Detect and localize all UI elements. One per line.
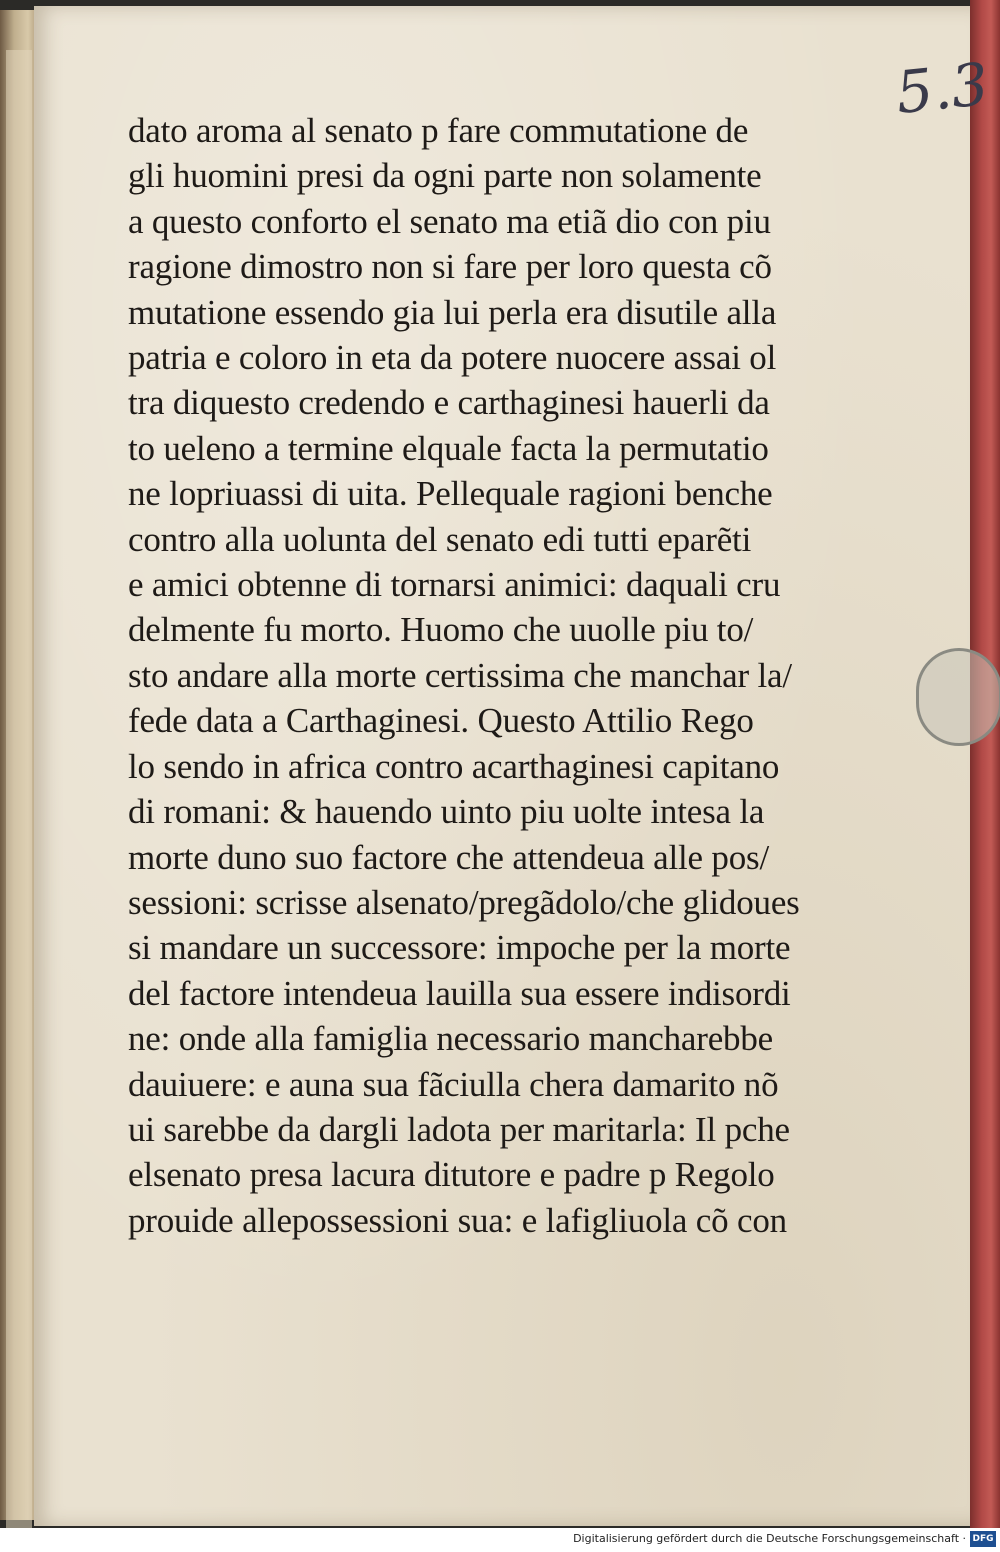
footer-bar xyxy=(0,1528,1000,1552)
text-line: del factore intendeua lauilla sua essere indisordi xyxy=(128,973,791,1013)
book-clasp xyxy=(916,648,1000,746)
text-line: ne: onde alla famiglia necessario mancharebbe xyxy=(128,1019,773,1059)
text-line: si mandare un successore: impoche per la morte xyxy=(128,928,791,968)
page-text-block xyxy=(128,108,848,1243)
footer-credit: Digitalisierung gefördert durch die Deutsche Forschungsgemeinschaft · xyxy=(573,1532,966,1545)
text-line: ui sarebbe da dargli ladota per maritarla: Il pche xyxy=(128,1109,790,1149)
text-line: e amici obtenne di tornarsi animici: daquali cru xyxy=(128,565,781,605)
text-line: a questo conforto el senato ma etiã dio con piu xyxy=(128,201,771,241)
text-line: morte duno suo factore che attendeua alle pos/ xyxy=(128,837,769,877)
text-line: dauiuere: e auna sua fãciulla chera damarito nõ xyxy=(128,1064,779,1104)
text-line: ne lopriuassi di uita. Pellequale ragioni benche xyxy=(128,474,773,514)
text-line: prouide allepossessioni sua: e lafigliuola cõ con xyxy=(128,1200,787,1240)
text-line: sessioni: scrisse alsenato/pregãdolo/che glidoues xyxy=(128,882,800,922)
red-edge-gilding xyxy=(970,0,1000,1528)
text-line: di romani: & hauendo uinto piu uolte intesa la xyxy=(128,792,765,832)
text-line: elsenato presa lacura ditutore e padre p Regolo xyxy=(128,1155,775,1195)
text-line: ragione dimostro non si fare per loro questa cõ xyxy=(128,247,772,287)
text-line: delmente fu morto. Huomo che uuolle piu to/ xyxy=(128,610,754,650)
text-line: sto andare alla morte certissima che manchar la/ xyxy=(128,655,792,695)
text-line: gli huomini presi da ogni parte non solamente xyxy=(128,156,762,196)
text-line: tra diquesto credendo e carthaginesi hauerli da xyxy=(128,383,770,423)
text-line: mutatione essendo gia lui perla era disutile alla xyxy=(128,292,777,332)
text-line: dato aroma al senato p fare commutatione de xyxy=(128,111,749,150)
text-line: patria e coloro in eta da potere nuocere assai ol xyxy=(128,338,777,378)
text-line: contro alla uolunta del senato edi tutti eparẽti xyxy=(128,519,752,559)
dfg-logo-icon: DFG xyxy=(970,1531,996,1547)
text-line: to ueleno a termine elquale facta la permutatio xyxy=(128,428,769,468)
folio-mark: 5.3 xyxy=(892,49,992,128)
text-line: lo sendo in africa contro acarthaginesi capitano xyxy=(128,746,780,786)
text-line: fede data a Carthaginesi. Questo Attilio Rego xyxy=(128,701,754,741)
